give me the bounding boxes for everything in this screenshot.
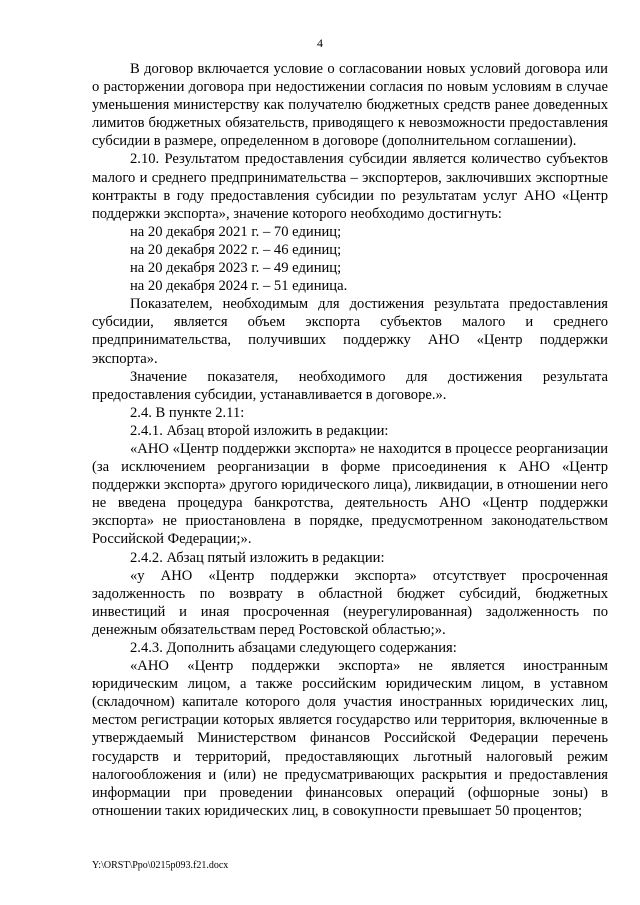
page-number: 4 — [317, 36, 323, 50]
paragraph-contract-condition: В договор включается условие о согласовании новых условий договора или о расторжении договора при недостижении согласия по новым условиям в случае уменьшения министерству как получателю бюджетных средств ранее доведенных лимитов бюджетных обязательств, приводящего к невозможности предоставления субсидии в размере, определенном в договоре (дополнительном соглашении). — [92, 61, 608, 150]
result-item-2022: на 20 декабря 2022 г. – 46 единиц; — [130, 241, 342, 258]
paragraph-2-4-2-heading: 2.4.2. Абзац пятый изложить в редакции: — [130, 549, 385, 566]
paragraph-2-4-2-text: «у АНО «Центр поддержки экспорта» отсутствует просроченная задолженность по возврату в областной бюджет субсидий, бюджетных инвестиций и иная просроченная (неурегулированная) задолженность по денежным обязательствам перед Ростовской областью;». — [92, 567, 608, 638]
paragraph-2-4-3-text: «АНО «Центр поддержки экспорта» не является иностранным юридическим лицом, а также российским юридическим лицом, в уставном (складочном) капитале которого доля участия иностранных юридических лиц, местом регистрации которых является государство или территория, включенные в утверждаемый Министерством финансов Российской Федерации перечень государств и территорий, предоставляющих льготный налоговый режим налогообложения и (или) не предусматривающих раскрытия и предоставления информации при проведении финансовых операций (офшорные зоны) в отношении таких юридических лиц, в совокупности превышает 50 процентов; — [92, 658, 608, 819]
result-item-2023: на 20 декабря 2023 г. – 49 единиц; — [130, 260, 342, 277]
paragraph-indicator: Показателем, необходимым для достижения результата предоставления субсидии, является объем экспорта субъектов малого и среднего предпринимательства, получивших поддержку АНО «Центр поддержки экспорта». — [92, 296, 608, 367]
result-item-2021: на 20 декабря 2021 г. – 70 единиц; — [130, 223, 342, 240]
paragraph-2-10-result: 2.10. Результатом предоставления субсидии является количество субъектов малого и среднего предпринимательства – экспортеров, заключивших экспортные контракты в году предоставления субсидии по результатам услуг АНО «Центр поддержки экспорта», значение которого необходимо достигнуть: — [92, 151, 608, 222]
paragraph-2-4-heading: 2.4. В пункте 2.11: — [130, 404, 245, 421]
paragraph-2-4-3-heading: 2.4.3. Дополнить абзацами следующего содержания: — [130, 640, 457, 656]
document-body — [92, 60, 608, 820]
result-item-2024: на 20 декабря 2024 г. – 51 единица. — [130, 278, 348, 295]
paragraph-indicator-value: Значение показателя, необходимого для достижения результата предоставления субсидии, устанавливается в договоре.». — [92, 368, 608, 403]
footer-file-path: Y:\ORST\Ppo\0215p093.f21.docx — [92, 860, 229, 871]
paragraph-2-4-1-text: «АНО «Центр поддержки экспорта» не находится в процессе реорганизации (за исключением реорганизации в форме присоединения к АНО «Центр поддержки экспорта» другого юридического лица), ликвидации, в отношении него не введена процедура банкротства, деятельность АНО «Центр поддержки экспорта» не приостановлена в порядке, предусмотренном законодательством Российской Федерации;». — [92, 440, 608, 548]
paragraph-2-4-1-heading: 2.4.1. Абзац второй изложить в редакции: — [130, 422, 389, 439]
